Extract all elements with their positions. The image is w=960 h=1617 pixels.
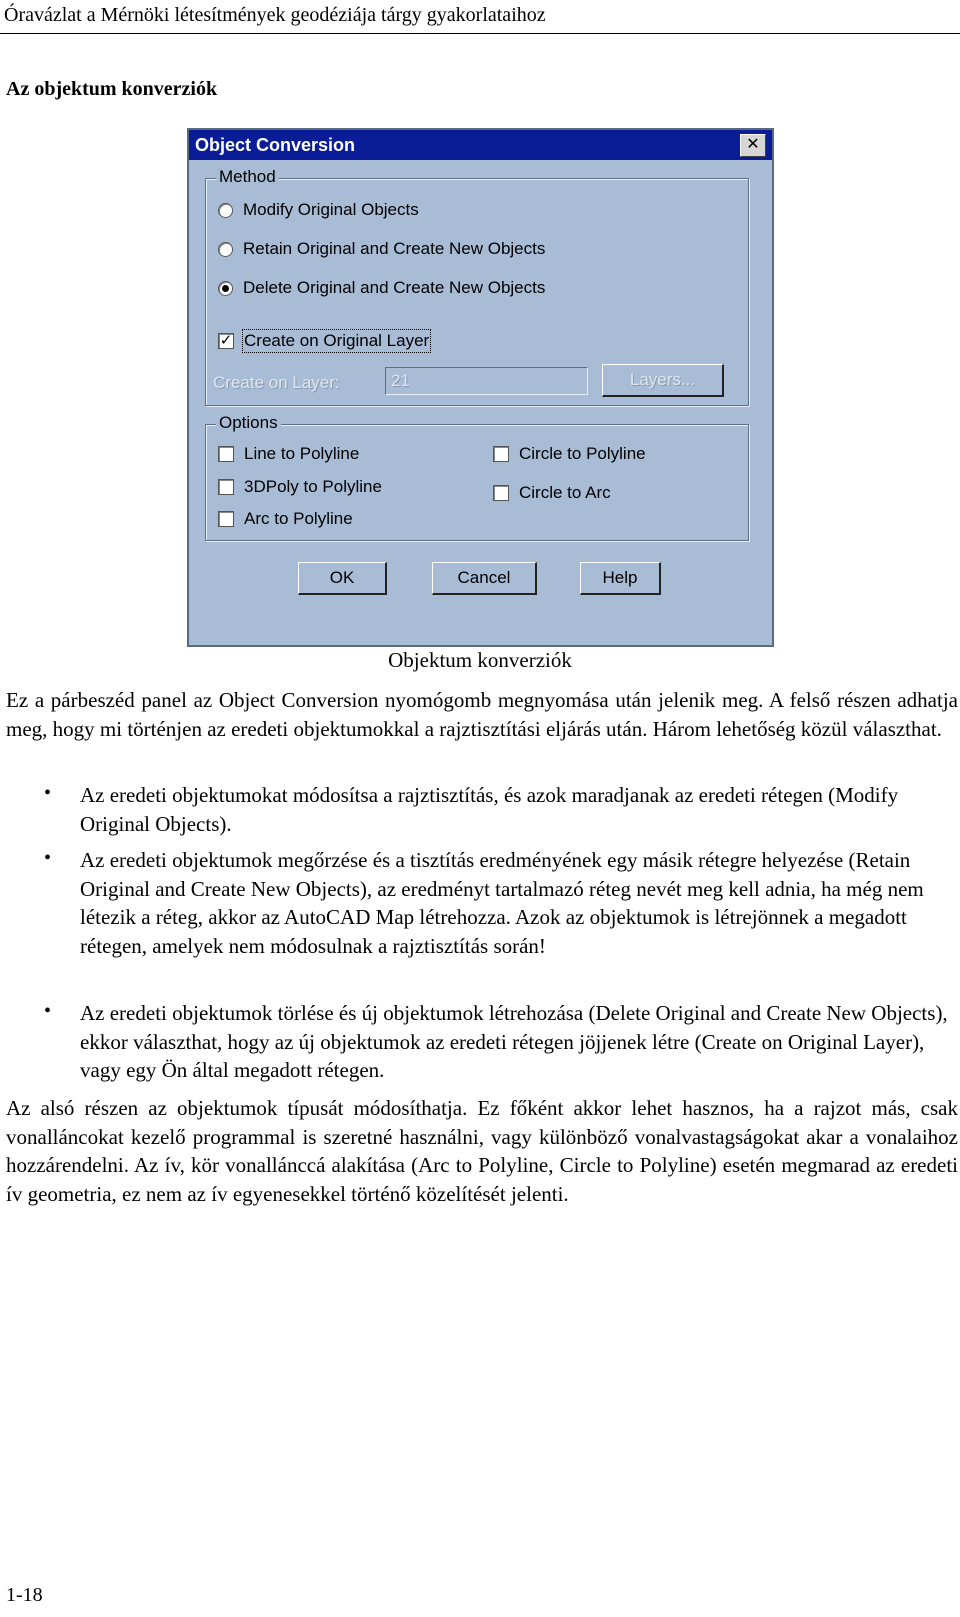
radio-delete-original[interactable]: [218, 278, 545, 298]
layers-button[interactable]: Layers...: [602, 364, 724, 397]
bullet-marker: •: [44, 847, 52, 869]
checkbox[interactable]: [218, 511, 234, 527]
running-header: Óravázlat a Mérnöki létesítmények geodéziája tárgy gyakorlataihoz: [4, 4, 546, 26]
checkbox-checked-icon[interactable]: ✓: [219, 332, 233, 349]
radio-modify-original[interactable]: [218, 200, 419, 220]
checkbox-3dpoly-to-polyline[interactable]: [218, 477, 382, 497]
close-icon[interactable]: ✕: [740, 134, 766, 157]
bullet-item: Az eredeti objektumok törlése és új objektumok létrehozása (Delete Original and Create New Objects), ekkor választhat, hogy az új objektumok az eredeti rétegen jöjjenek létre (Create on Original Layer), vagy egy Ön által megadott rétegen.: [80, 1001, 948, 1082]
radio-button[interactable]: [218, 203, 233, 218]
checkbox-line-to-polyline[interactable]: [218, 444, 359, 464]
bullet-marker: •: [44, 782, 52, 804]
checkbox-label: 3DPoly to Polyline: [244, 477, 382, 496]
bullet-item: Az eredeti objektumok megőrzése és a tisztítás eredményének egy másik rétegre helyezése (Retain Original and Create New Objects), az eredményt tartalmazó réteg nevét meg kell adnia, ha még nem létezik a réteg, akkor az AutoCAD Map létrehozza. Azok az objektumok is létrejönnek a megadott rétegen, amelyek nem módosulnak a rajztisztítás során!: [80, 848, 924, 958]
checkbox-arc-to-polyline[interactable]: [218, 509, 353, 529]
closing-paragraph: Az alsó részen az objektumok típusát módosíthatja. Ez főként akkor lehet hasznos, ha a rajzot más, csak vonalláncokat kezelő programmal is szeretné használni, vagy különböző vonalvastagságokat akar a vonalaihoz hozzárendelni. Az ív, kör vonallánccá alakítása (Arc to Polyline, Circle to Polyline) esetén megmarad az eredeti ív geometria, ez nem az ív egyenesekkel történő közelítését jelenti.: [6, 1096, 958, 1206]
checkbox-label: Create on Original Layer: [244, 331, 430, 350]
checkbox-circle-to-polyline[interactable]: [493, 444, 646, 464]
checkbox[interactable]: [218, 479, 234, 495]
checkbox[interactable]: [493, 446, 509, 462]
bullet-item: Az eredeti objektumokat módosítsa a rajztisztítás, és azok maradjanak az eredeti rétegen (Modify Original Objects).: [80, 783, 899, 836]
radio-button[interactable]: [218, 242, 233, 257]
options-group-label: Options: [216, 413, 281, 433]
intro-paragraph: Ez a párbeszéd panel az Object Conversion nyomógomb megnyomása után jelenik meg. A felső részen adhatja meg, hogy mi történjen az eredeti objektumokkal a rajztisztítási eljárás után. Három lehetőség közül választhat.: [6, 688, 958, 741]
create-on-layer-input[interactable]: 21: [385, 367, 588, 395]
checkbox-circle-to-arc[interactable]: [493, 483, 611, 503]
dialog-title: Object Conversion: [195, 135, 356, 155]
radio-button-selected[interactable]: [218, 281, 233, 296]
cancel-button[interactable]: Cancel: [432, 562, 537, 595]
radio-label: Retain Original and Create New Objects: [243, 239, 546, 258]
checkbox-label: Arc to Polyline: [244, 509, 353, 528]
ok-button[interactable]: OK: [298, 562, 387, 595]
bullet-marker: •: [44, 1000, 52, 1022]
radio-label: Modify Original Objects: [243, 200, 419, 219]
checkbox-label: Circle to Polyline: [519, 444, 646, 463]
radio-retain-original[interactable]: [218, 239, 545, 259]
checkbox-label: Line to Polyline: [244, 444, 360, 463]
figure-caption: Objektum konverziók: [388, 648, 572, 672]
method-group-label: Method: [216, 167, 279, 187]
checkbox[interactable]: [493, 485, 509, 501]
header-rule: [0, 33, 960, 34]
checkbox-create-on-original-layer[interactable]: [218, 331, 429, 351]
section-title: Az objektum konverziók: [6, 78, 218, 100]
page-number: 1-18: [6, 1584, 43, 1606]
checkbox[interactable]: [218, 446, 234, 462]
dialog-title-bar: [189, 130, 772, 160]
checkbox-label: Circle to Arc: [519, 483, 611, 502]
create-on-layer-label: Create on Layer:: [213, 373, 340, 392]
object-conversion-dialog: [187, 128, 774, 647]
help-button[interactable]: Help: [580, 562, 661, 595]
radio-label: Delete Original and Create New Objects: [243, 278, 546, 297]
